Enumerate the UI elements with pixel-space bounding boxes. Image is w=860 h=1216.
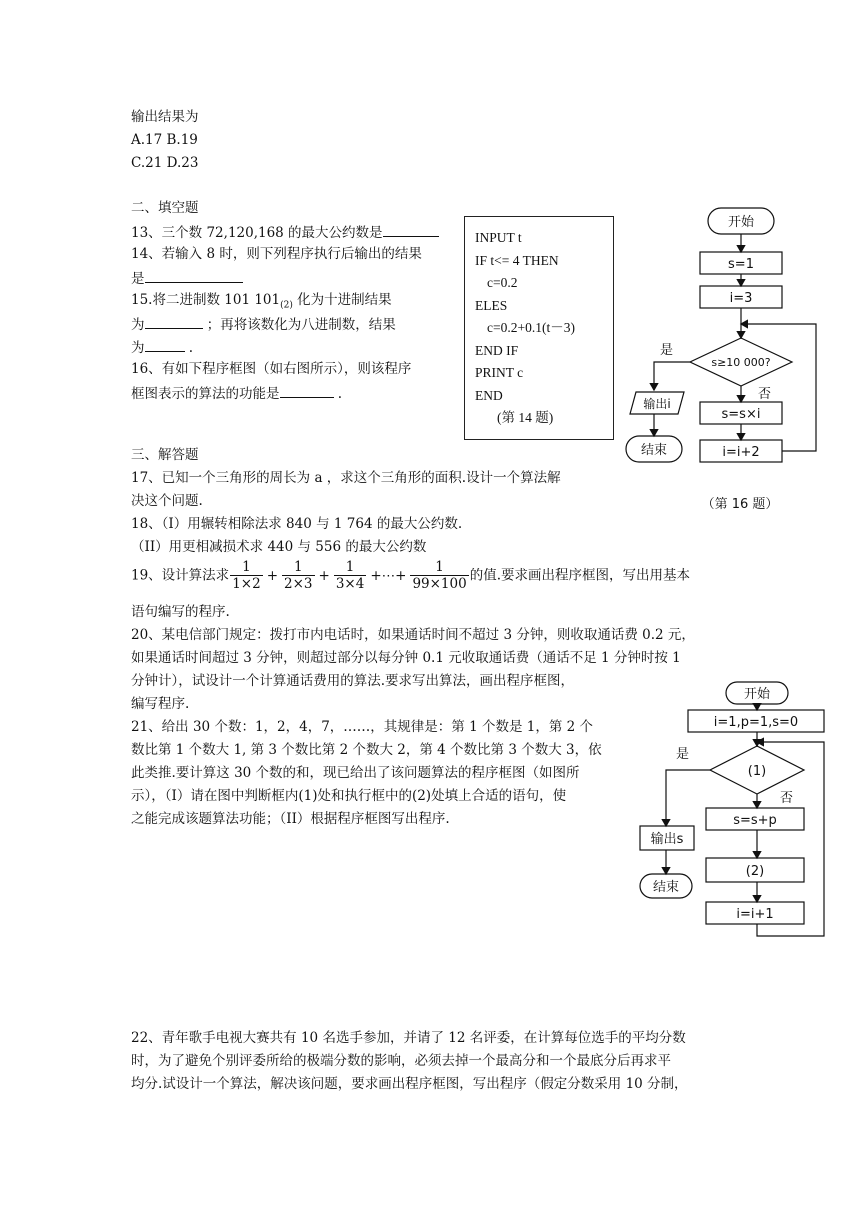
q22-line1: 22、青年歌手电视大赛共有 10 名选手参加，并请了 12 名评委，在计算每位选手的平均分数 bbox=[131, 1030, 686, 1046]
program-line: c=0.2 bbox=[487, 275, 518, 290]
program-line: PRINT c bbox=[475, 365, 524, 380]
flow21-condition-text: (1) bbox=[747, 764, 767, 779]
flow16-end-text: 结束 bbox=[640, 443, 668, 458]
flow21-no-label: 否 bbox=[780, 791, 794, 806]
q22-line2: 时，为了避免个别评委所给的极端分数的影响，必须去掉一个最高分和一个最底分后再求平 bbox=[131, 1053, 671, 1069]
program-line: END IF bbox=[475, 342, 519, 358]
q19-line2: 语句编写的程序. bbox=[131, 604, 230, 620]
q15-line2-b: ；再将该数化为八进制数，结果 bbox=[202, 317, 396, 333]
q14-line1: 14、若输入 8 时，则下列程序执行后输出的结果 bbox=[131, 246, 422, 262]
q20-line3: 分钟计），试设计一个计算通话费用的算法.要求写出算法，画出程序框图， bbox=[131, 673, 575, 689]
program-line: IF t<= 4 THEN bbox=[475, 252, 559, 268]
q20-line2: 如果通话时间超过 3 分钟，则超过部分以每分钟 0.1 元收取通话费（通话不足 1 分钟时按 1 bbox=[131, 650, 681, 666]
q21-line4: 示），（I）请在图中判断框内(1)处和执行框中的(2)处填上合适的语句，使 bbox=[131, 788, 567, 804]
q19-prefix: 19、设计算法求 bbox=[131, 567, 230, 584]
flow21-yes-label: 是 bbox=[676, 747, 690, 762]
q17-line1: 17、已知一个三角形的周长为 a ，求这个三角形的面积.设计一个算法解 bbox=[131, 470, 561, 486]
q15-line1-a: 15.将二进制数 101 101 bbox=[131, 292, 281, 308]
q15-line3 bbox=[131, 337, 193, 357]
q19-ellipsis: +⋯+ bbox=[370, 567, 407, 584]
flow21-output-text: 输出s bbox=[650, 832, 684, 847]
flow16-caption: （第 16 题） bbox=[701, 497, 779, 512]
flow16-start-text: 开始 bbox=[727, 215, 755, 230]
q15-line1 bbox=[131, 291, 392, 315]
q13-blank bbox=[383, 222, 439, 237]
q21-line5: 之能完成该题算法功能；（II）根据程序框图写出程序. bbox=[131, 811, 450, 827]
flow21-end-text: 结束 bbox=[652, 880, 680, 895]
flow21-step2-text: (2) bbox=[745, 864, 765, 879]
q19-fraction: $\frac{1}{99\times 100}$ bbox=[412, 559, 467, 592]
flow21-s-update-text: s=s+p bbox=[733, 813, 777, 828]
q14-blank bbox=[145, 268, 243, 283]
q17-line2: 决这个问题. bbox=[131, 493, 203, 509]
flow16-s-init-text: s=1 bbox=[728, 257, 754, 272]
q16-blank bbox=[280, 383, 334, 398]
flow16-i-init-text: i=3 bbox=[729, 291, 753, 306]
program-line: END bbox=[475, 387, 503, 403]
flow16-condition-text: s≥10 000? bbox=[711, 356, 771, 369]
q16-line2-b: . bbox=[333, 386, 343, 402]
q13-text bbox=[131, 222, 439, 242]
program-line: INPUT t bbox=[475, 230, 522, 245]
q19-suffix: 的值.要求画出程序框图，写出用基本 bbox=[469, 567, 690, 584]
q14-line2 bbox=[131, 268, 243, 288]
program-line: c=0.2+0.1(t－3) bbox=[487, 320, 575, 335]
q19-line1 bbox=[131, 558, 690, 593]
q15-blank1 bbox=[145, 314, 203, 329]
q12-options-row2: C.21 D.23 bbox=[131, 155, 199, 171]
flowchart-16 bbox=[620, 200, 840, 520]
q15-subscript: (2) bbox=[280, 300, 293, 311]
flow16-output-text: 输出i bbox=[643, 397, 671, 411]
q19-fraction: $\frac{1}{1\times 2}$ bbox=[232, 559, 261, 592]
q22-line3: 均分.试设计一个算法，解决该问题，要求画出程序框图，写出程序（假定分数采用 10 分制， bbox=[131, 1076, 688, 1092]
program-14-box bbox=[464, 216, 614, 440]
q16-line2-a: 框图表示的算法的功能是 bbox=[131, 386, 280, 402]
q15-line2 bbox=[131, 314, 396, 334]
q18-line1: 18、（I）用辗转相除法求 840 与 1 764 的最大公约数. bbox=[131, 516, 463, 532]
q14-line2-label: 是 bbox=[131, 271, 145, 287]
flowchart-21 bbox=[630, 676, 835, 944]
q19-plus: + bbox=[266, 567, 278, 584]
q19-fraction: $\frac{1}{3\times 4}$ bbox=[335, 559, 365, 592]
q15-blank2 bbox=[145, 337, 185, 352]
flow21-i-update-text: i=i+1 bbox=[736, 907, 774, 922]
q16-line2 bbox=[131, 383, 342, 403]
q15-line3-b: . bbox=[184, 340, 194, 356]
q15-line3-a: 为 bbox=[131, 340, 145, 356]
flow21-init-text: i=1,p=1,s=0 bbox=[713, 715, 799, 730]
section3-title: 三、解答题 bbox=[131, 447, 199, 463]
program-line: ELES bbox=[475, 297, 508, 313]
q20-line1: 20、某电信部门规定：拨打市内电话时，如果通话时间不超过 3 分钟，则收取通话费 0.2 元， bbox=[131, 627, 695, 643]
q21-line2: 数比第 1 个数大 1, 第 3 个数比第 2 个数大 2，第 4 个数比第 3 个数大 3，依 bbox=[131, 742, 602, 758]
q15-line1-b: 化为十进制结果 bbox=[292, 292, 392, 308]
flow16-s-update-text: s=s×i bbox=[721, 407, 761, 422]
q12-output-line: 输出结果为 bbox=[131, 109, 199, 125]
flow16-i-update-text: i=i+2 bbox=[722, 445, 760, 460]
q12-options-row1: A.17 B.19 bbox=[131, 132, 198, 148]
flow16-no-label: 否 bbox=[758, 387, 772, 402]
program-caption: (第 14 题) bbox=[497, 410, 554, 425]
q21-line1: 21、给出 30 个数：1，2，4，7，……，其规律是：第 1 个数是 1，第 2 个 bbox=[131, 719, 594, 735]
q19-plus: + bbox=[318, 567, 330, 584]
q13-label: 13、三个数 72,120,168 的最大公约数是 bbox=[131, 225, 383, 241]
q21-line3: 此类推.要计算这 30 个数的和，现已给出了该问题算法的程序框图（如图所 bbox=[131, 765, 580, 781]
flow21-start-text: 开始 bbox=[743, 687, 771, 702]
q18-line2: （II）用更相减损术求 440 与 556 的最大公约数 bbox=[131, 539, 427, 555]
flow16-yes-label: 是 bbox=[660, 343, 674, 358]
q16-line1: 16、有如下程序框图（如右图所示），则该程序 bbox=[131, 361, 412, 377]
section2-title: 二、填空题 bbox=[131, 200, 199, 216]
q19-fraction: $\frac{1}{2\times 3}$ bbox=[284, 559, 313, 592]
q20-line4: 编写程序. bbox=[131, 696, 190, 712]
q15-line2-a: 为 bbox=[131, 317, 145, 333]
